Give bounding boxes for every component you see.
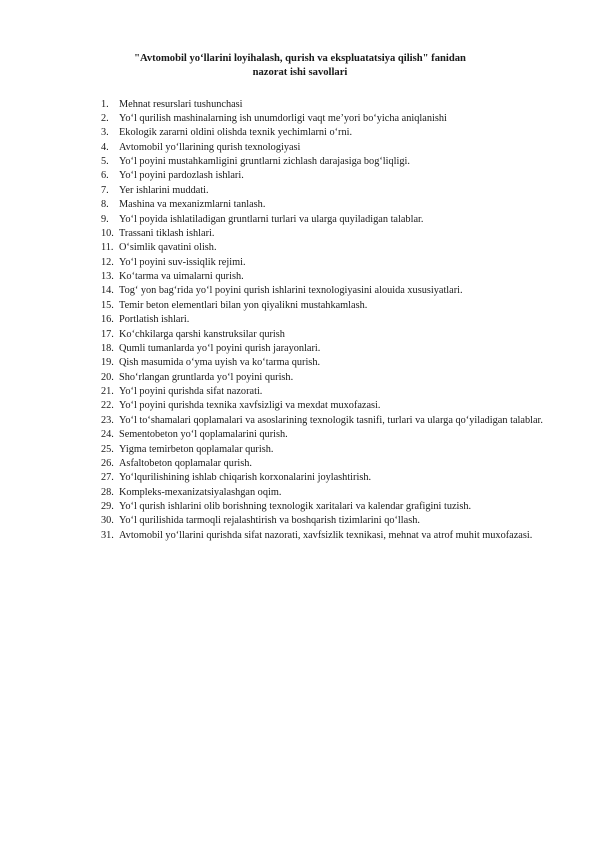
list-item (0, 198, 596, 212)
list-item (0, 98, 596, 112)
question-text: Avtomobil yo‘llarini qurishda sifat nazorati, xavfsizlik texnikasi, mehnat va atrof muhit muxofazasi. (119, 529, 533, 541)
question-text: Yo‘l poyida ishlatiladigan gruntlarni turlari va ularga quyiladigan talablar. (119, 213, 424, 225)
list-item (0, 356, 596, 370)
question-text: Yo‘l poyini qurishda sifat nazorati. (119, 386, 263, 397)
list-item (0, 184, 596, 198)
question-number: 1. (101, 98, 109, 110)
question-text: Qish masumida o‘yma uyish va ko‘tarma qurish. (119, 357, 321, 369)
question-number: 22. (101, 400, 114, 412)
title-line-1: "Avtomobil yo‘llarini loyihalash, qurish va ekspluatatsiya qilish" fanidan (134, 53, 466, 64)
question-text: Mashina va mexanizmlarni tanlash. (119, 199, 266, 211)
question-number: 7. (101, 184, 109, 196)
list-item (0, 385, 596, 399)
question-number: 21. (101, 386, 114, 397)
list-item (0, 284, 596, 298)
question-number: 29. (101, 501, 114, 512)
list-item (0, 256, 596, 270)
question-text: Ekologik zararni oldini olishda texnik yechimlarni o‘rni. (119, 127, 353, 139)
title-line-2: nazorat ishi savollari (252, 67, 348, 78)
question-text: Yo‘l qurilish mashinalarning ish unumdorligi vaqt me’yori bo‘yicha aniqlanishi (119, 112, 447, 124)
list-item (0, 500, 596, 514)
list-item (0, 342, 596, 356)
question-number: 19. (101, 357, 114, 369)
question-text: Temir beton elementlari bilan yon qiyalikni mustahkamlash. (119, 299, 368, 311)
list-item (0, 126, 596, 140)
question-number: 18. (101, 342, 114, 354)
question-text: Mehnat resurslari tushunchasi (119, 98, 243, 110)
list-item (0, 529, 596, 543)
question-text: Asfaltobeton qoplamalar qurish. (119, 457, 252, 469)
question-number: 24. (101, 429, 114, 441)
question-number: 23. (101, 414, 114, 426)
question-number: 9. (101, 213, 109, 225)
list-item (0, 443, 596, 457)
question-text: Yo‘l to‘shamalari qoplamalari va asoslarining texnologik tasnifi, turlari va ularga qo‘yiladigan talablar. (119, 414, 543, 426)
list-item (0, 213, 596, 227)
question-text: Trassani tiklash ishlari. (119, 227, 215, 239)
question-number: 11. (101, 242, 114, 254)
list-item (0, 169, 596, 183)
question-number: 3. (101, 127, 109, 139)
question-text: Yer ishlarini muddati. (119, 184, 209, 196)
list-item (0, 227, 596, 241)
question-number: 25. (101, 443, 114, 455)
list-item (0, 270, 596, 284)
list-item (0, 155, 596, 169)
document-title (100, 52, 500, 80)
question-number: 6. (101, 170, 109, 182)
question-number: 30. (101, 515, 114, 527)
list-item (0, 299, 596, 313)
list-item (0, 414, 596, 428)
question-text: Avtomobil yo‘llarining qurish texnologiyasi (119, 141, 301, 153)
question-number: 10. (101, 227, 114, 239)
question-text: Yo‘l poyini suv-issiqlik rejimi. (119, 256, 246, 268)
list-item (0, 371, 596, 385)
question-number: 8. (101, 199, 109, 211)
question-number: 5. (101, 156, 109, 167)
question-number: 27. (101, 472, 114, 484)
list-item (0, 112, 596, 126)
question-number: 14. (101, 285, 114, 297)
question-number: 17. (101, 328, 114, 340)
question-number: 2. (101, 112, 109, 124)
question-text: O‘simlik qavatini olish. (119, 242, 217, 254)
question-list (0, 98, 596, 544)
question-text: Qumli tumanlarda yo‘l poyini qurish jarayonlari. (119, 342, 321, 354)
list-item (0, 313, 596, 327)
question-number: 20. (101, 371, 114, 383)
question-number: 15. (101, 299, 114, 311)
question-text: Yigma temirbeton qoplamalar qurish. (119, 443, 274, 455)
list-item (0, 141, 596, 155)
question-text: Kompleks-mexanizatsiyalashgan oqim. (119, 486, 282, 498)
question-text: Sementobeton yo‘l qoplamalarini qurish. (119, 429, 288, 441)
question-text: Sho‘rlangan gruntlarda yo‘l poyini qurish. (119, 371, 294, 383)
question-text: Ko‘chkilarga qarshi kanstruksilar qurish (119, 328, 285, 340)
list-item (0, 328, 596, 342)
list-item (0, 428, 596, 442)
list-item (0, 486, 596, 500)
question-number: 4. (101, 141, 109, 153)
question-text: Yo‘l qurish ishlarini olib borishning texnologik xaritalari va kalendar grafigini tuzish. (119, 501, 472, 512)
question-text: Yo‘l poyini mustahkamligini gruntlarni zichlash darajasiga bog‘liqligi. (119, 156, 410, 167)
list-item (0, 471, 596, 485)
question-text: Yo‘l poyini pardozlash ishlari. (119, 170, 244, 182)
question-number: 16. (101, 314, 114, 326)
question-text: Tog‘ yon bag‘rida yo‘l poyini qurish ishlarini texnologiyasini alouida xususiyatlari. (119, 285, 463, 297)
question-number: 28. (101, 486, 114, 498)
question-number: 12. (101, 256, 114, 268)
question-text: Yo‘l qurilishida tarmoqli rejalashtirish va boshqarish tizimlarini qo‘llash. (119, 515, 420, 527)
question-text: Yo‘lqurilishining ishlab chiqarish korxonalarini joylashtirish. (119, 472, 372, 484)
list-item (0, 457, 596, 471)
question-text: Portlatish ishlari. (119, 314, 190, 326)
list-item (0, 399, 596, 413)
question-number: 31. (101, 529, 114, 541)
list-item (0, 241, 596, 255)
question-text: Ko‘tarma va uimalarni qurish. (119, 271, 244, 282)
question-number: 13. (101, 271, 114, 282)
list-item (0, 514, 596, 528)
question-number: 26. (101, 457, 114, 469)
question-text: Yo‘l poyini qurishda texnika xavfsizligi va mexdat muxofazasi. (119, 400, 381, 412)
